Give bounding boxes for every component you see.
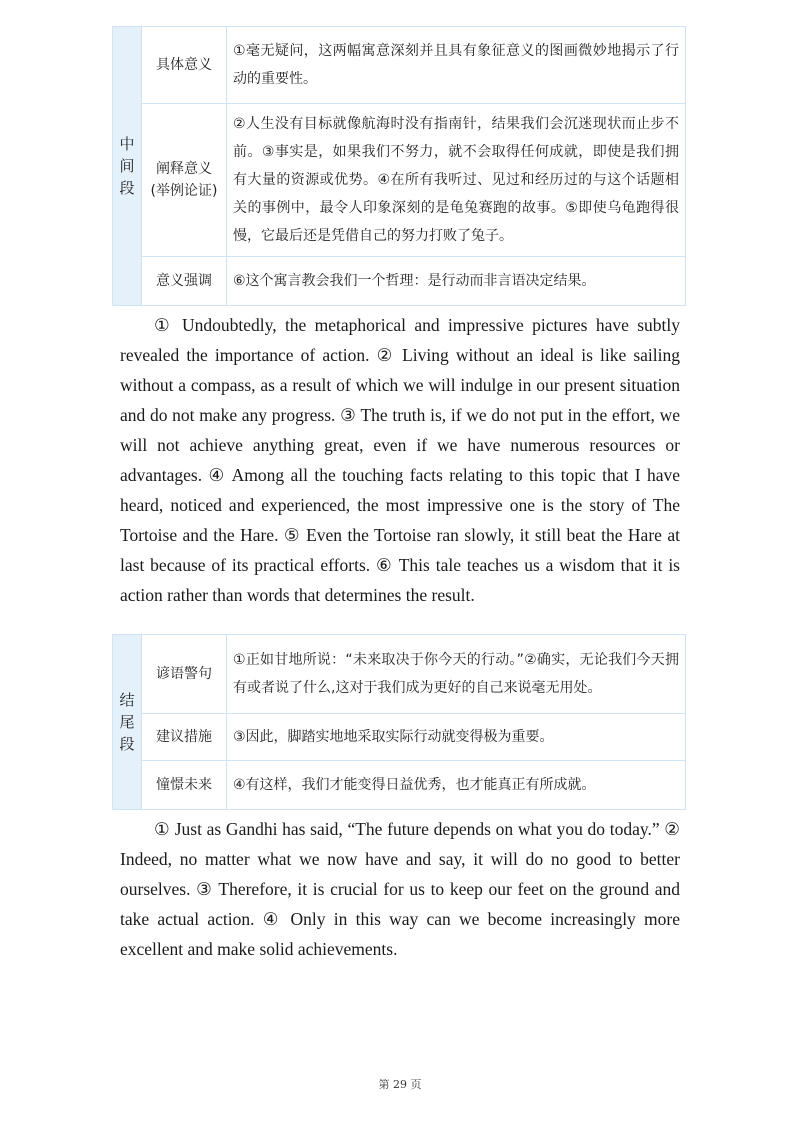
row-label-explanation: 阐释意义 (举例论证) <box>142 104 227 257</box>
row-label-future: 憧憬未来 <box>142 761 227 810</box>
row-text-quote: ①正如甘地所说：“未来取决于你今天的行动。”②确实，无论我们今天拥有或者说了什么,这对于我们成为更好的自己来说毫无用处。 <box>227 635 686 714</box>
row-label-suggestion: 建议措施 <box>142 714 227 761</box>
ending-paragraph-english: ① Just as Gandhi has said, “The future depends on what you do today.” ② Indeed, no matter what we now have and say, it will do no good to better ourselves. ③ Therefore, it is crucial for us to keep our feet on the ground and take actual action. ④ Only in this way can we become increasingly more excellent and make solid achievements. <box>120 819 680 959</box>
section-label-ending: 结 尾 段 <box>113 635 142 810</box>
row-text-specific-meaning: ①毫无疑问，这两幅寓意深刻并且具有象征意义的图画微妙地揭示了行动的重要性。 <box>227 27 686 104</box>
ending-section-table <box>112 634 686 810</box>
row-text-emphasis: ⑥这个寓言教会我们一个哲理：是行动而非言语决定结果。 <box>227 257 686 306</box>
middle-paragraph-english: ① Undoubtedly, the metaphorical and impressive pictures have subtly revealed the importance of action. ② Living without an ideal is like sailing without a compass, as a result of which we will indulge in our present situation and do not make any progress. ③ The truth is, if we do not put in the effort, we will not achieve anything great, even if we have numerous resources or advantages. ④ Among all the touching facts relating to this topic that I have heard, noticed and experienced, the most impressive one is the story of The Tortoise and the Hare. ⑤ Even the Tortoise ran slowly, it still beat the Hare at last because of its practical efforts. ⑥ This tale teaches us a wisdom that it is action rather than words that determines the result. <box>120 315 680 605</box>
row-text-explanation: ②人生没有目标就像航海时没有指南针，结果我们会沉迷现状而止步不前。③事实是，如果我们不努力，就不会取得任何成就，即使是我们拥有大量的资源或优势。④在所有我听过、见过和经历过的与这个话题相关的事例中，最令人印象深刻的是龟兔赛跑的故事。⑤即使乌龟跑得很慢，它最后还是凭借自己的努力打败了兔子。 <box>227 104 686 257</box>
middle-section-table <box>112 26 686 306</box>
row-text-future: ④有这样，我们才能变得日益优秀，也才能真正有所成就。 <box>227 761 686 810</box>
row-label-quote: 谚语警句 <box>142 635 227 714</box>
page-number: 第 29 页 <box>378 1078 422 1091</box>
section-label-middle: 中 间 段 <box>113 27 142 306</box>
row-text-suggestion: ③因此，脚踏实地地采取实际行动就变得极为重要。 <box>227 714 686 761</box>
row-label-specific-meaning: 具体意义 <box>142 27 227 104</box>
row-label-emphasis: 意义强调 <box>142 257 227 306</box>
